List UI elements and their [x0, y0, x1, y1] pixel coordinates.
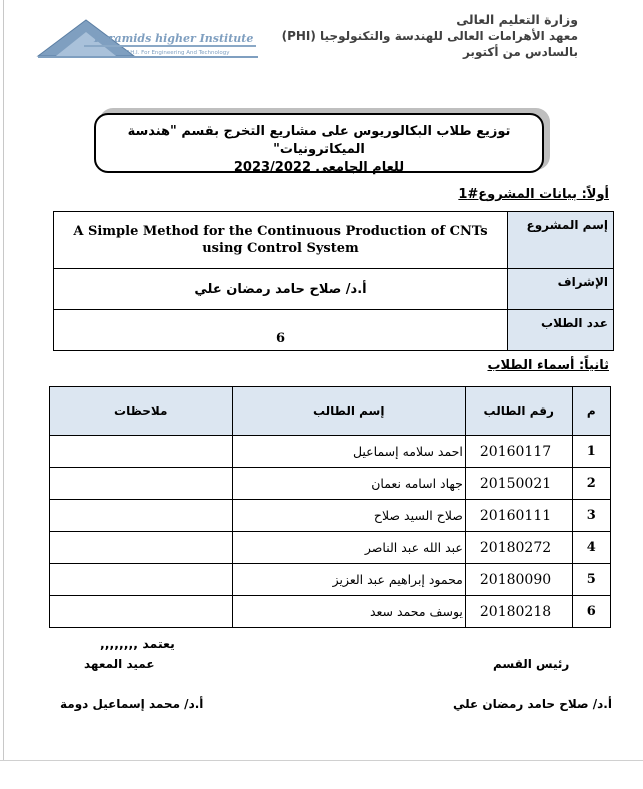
page-bottom-line — [0, 760, 643, 761]
student-name-cell: جهاد اسامه نعمان — [232, 468, 465, 500]
title-line-2: للعام الجامعى 2023/2022 — [233, 160, 405, 175]
table-row — [50, 468, 611, 500]
row-number-cell: 2 — [572, 468, 611, 500]
student-id-cell: 20180272 — [465, 532, 572, 564]
student-count-value: 6 — [54, 310, 508, 351]
header-student-name: إسم الطالب — [232, 387, 465, 436]
department-head-title: رئيس القسم — [493, 657, 570, 671]
student-id-cell: 20180218 — [465, 596, 572, 628]
student-id-cell: 20160111 — [465, 500, 572, 532]
institute-logo — [34, 18, 259, 62]
student-id-cell: 20150021 — [465, 468, 572, 500]
row-number-cell: 3 — [572, 500, 611, 532]
student-name-cell: يوسف محمد سعد — [232, 596, 465, 628]
students-table — [49, 386, 611, 628]
notes-cell — [50, 436, 233, 468]
table-row — [50, 564, 611, 596]
supervisor-label: الإشراف — [508, 269, 614, 310]
table-row — [50, 436, 611, 468]
section-project-heading: أولاً: بيانات المشروع#1 — [458, 187, 609, 202]
title-line-1: توزيع طلاب البكالوريوس على مشاريع التخرج بقسم "هندسة الميكاترونيات" — [127, 124, 511, 157]
header-student-id: رقم الطالب — [465, 387, 572, 436]
row-number-cell: 1 — [572, 436, 611, 468]
student-name-cell: عبد الله عبد الناصر — [232, 532, 465, 564]
dean-title: عميد المعهد — [84, 657, 155, 671]
student-name-cell: احمد سلامه إسماعيل — [232, 436, 465, 468]
notes-cell — [50, 564, 233, 596]
table-row — [50, 500, 611, 532]
row-number-cell: 5 — [572, 564, 611, 596]
student-id-cell: 20160117 — [465, 436, 572, 468]
student-name-cell: صلاح السيد صلاح — [232, 500, 465, 532]
student-id-cell: 20180090 — [465, 564, 572, 596]
page-margin-line — [3, 0, 4, 760]
document-title-box — [94, 113, 544, 173]
student-name-cell: محمود إبراهيم عبد العزيز — [232, 564, 465, 596]
project-name-label: إسم المشروع — [508, 212, 614, 269]
institute-location: بالسادس من أكتوبر — [462, 45, 578, 59]
institute-header — [278, 12, 578, 60]
approval-text: يعتمد ,,,,,,,, — [100, 636, 175, 651]
notes-cell — [50, 468, 233, 500]
header-notes: ملاحظات — [50, 387, 233, 436]
row-number-cell: 4 — [572, 532, 611, 564]
header-row-number: م — [572, 387, 611, 436]
notes-cell — [50, 532, 233, 564]
project-name-value: A Simple Method for the Continuous Production of CNTs using Control System — [54, 212, 508, 269]
department-head-name: أ.د/ صلاح حامد رمضان علي — [453, 697, 612, 711]
institute-name: معهد الأهرامات العالى للهندسة والتكنولوجيا (PHI) — [281, 29, 578, 43]
notes-cell — [50, 500, 233, 532]
supervisor-value: أ.د/ صلاح حامد رمضان علي — [54, 269, 508, 310]
notes-cell — [50, 596, 233, 628]
logo-text: Pyramids higher Institute — [94, 32, 254, 45]
student-count-label: عدد الطلاب — [508, 310, 614, 351]
section-students-heading: ثانياً: أسماء الطلاب — [487, 358, 609, 373]
dean-name: أ.د/ محمد إسماعيل دومة — [60, 697, 204, 711]
logo-subtext: P.H.I. For Engineering And Technology — [126, 50, 230, 56]
ministry-name: وزارة التعليم العالى — [456, 12, 578, 27]
row-number-cell: 6 — [572, 596, 611, 628]
table-row — [50, 532, 611, 564]
project-info-table — [53, 211, 614, 351]
table-row — [50, 596, 611, 628]
